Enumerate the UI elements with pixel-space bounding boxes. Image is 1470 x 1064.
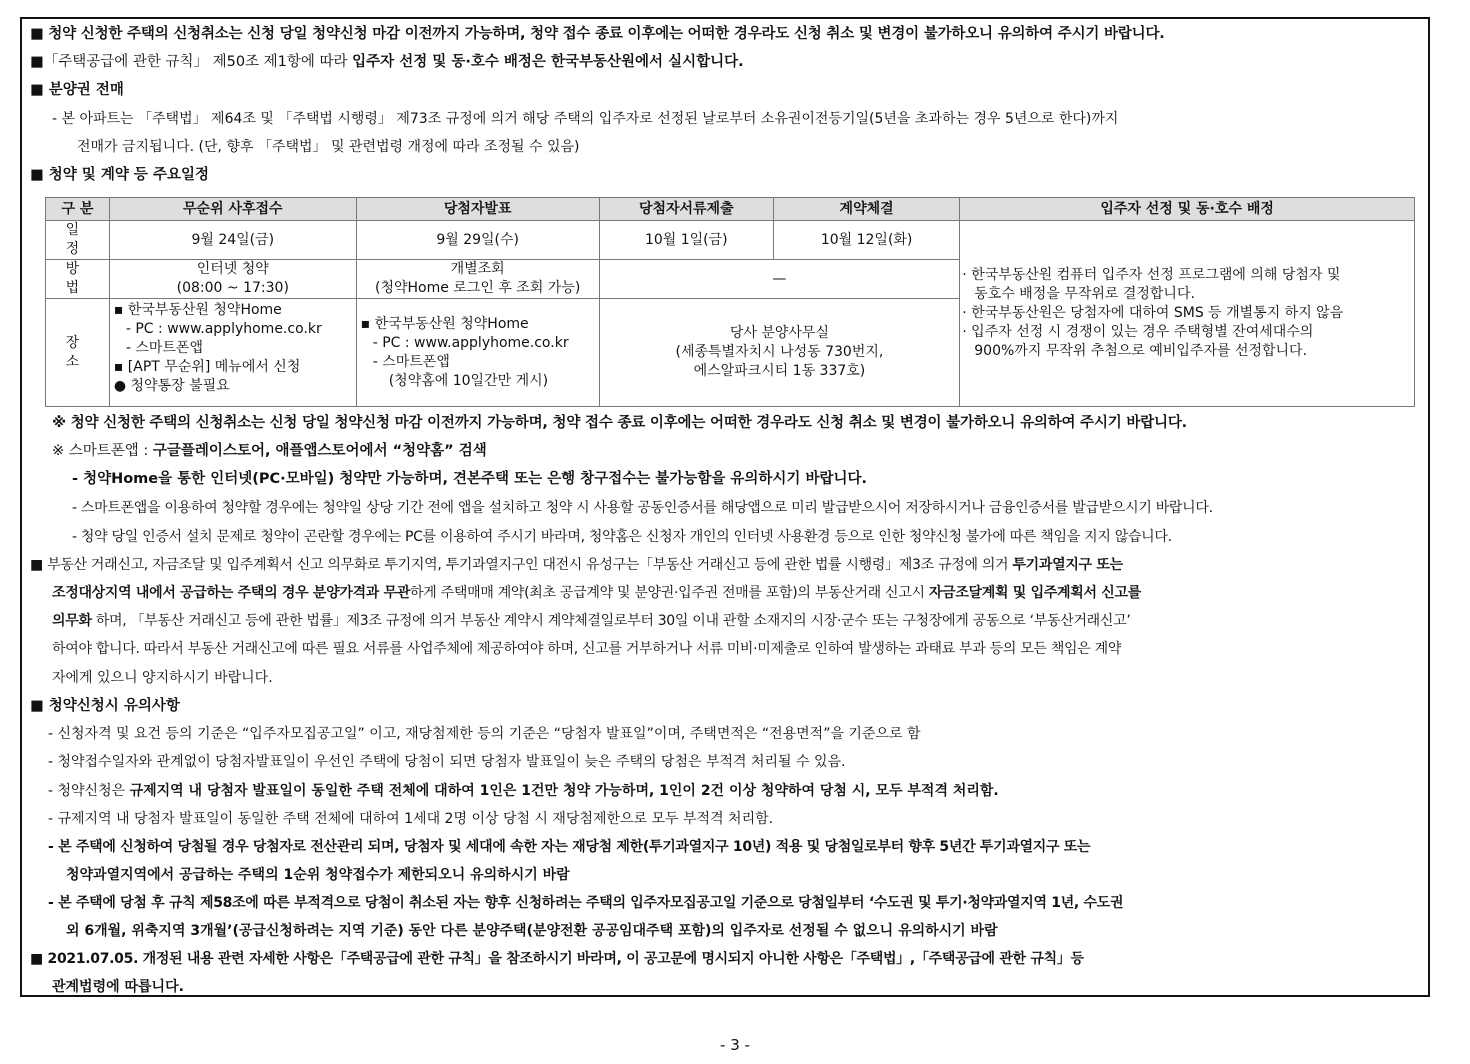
- caution-item: - 청약접수일자와 관계없이 당첨자발표일이 우선인 주택에 당첨이 되면 당첨자 발표일이 늦은 주택의 당첨은 부적격 처리될 수 있음.: [48, 754, 846, 770]
- assignment-cell: [960, 221, 1415, 407]
- assign-line: 900%까지 무작위 추첨으로 예비입주자를 선정합니다.: [974, 343, 1308, 359]
- schedule-contract: 10월 12일(화): [773, 221, 959, 260]
- row-label-place: 장 소: [46, 299, 110, 407]
- realestate-para-3: 의무화 하며, 「부동산 거래신고 등에 관한 법률」제3조 규정에 의거 부동산 계약시 계약체결일로부터 30일 이내 관할 소재지의 시장·군수 또는 구청장에게 공동으로 ‘부동산거래신고’: [52, 613, 1131, 629]
- table-row: [46, 221, 1415, 260]
- realestate-para-2: 조정대상지역 내에서 공급하는 주택의 경우 분양가격과 무관하게 주택매매 계약(최초 공급계약 및 분양권·입주권 전매를 포함)의 부동산거래 신고시 자금조달계획 및 입주계획서 신고를: [52, 585, 1141, 601]
- method-contract: —: [599, 260, 960, 299]
- caution-item: - 본 주택에 당첨 후 규칙 제58조에 따른 부적격으로 당첨이 취소된 자는 향후 신청하려는 주택의 입주자모집공고일 기준으로 당첨일부터 ‘수도권 및 투기·청약과열지역 1년, 수도권: [48, 895, 1124, 911]
- place-office: 당사 분양사무실 (세종특별자치시 나성동 730번지, 에스알파크시티 1동 337호): [599, 299, 960, 407]
- caution-item: - 청약신청은 규제지역 내 당첨자 발표일이 동일한 주택 전체에 대하여 1인은 1건만 청약 가능하며, 1인이 2건 이상 청약하여 당첨 시, 모두 부적격 처리함.: [48, 783, 999, 799]
- smartphone-app-note: ※ 스마트폰앱 : 구글플레이스토어, 애플앱스토어에서 “청약홈” 검색: [52, 443, 487, 459]
- caution-item: - 규제지역 내 당첨자 발표일이 동일한 주택 전체에 대하여 1세대 2명 이상 당첨 시 재당첨제한으로 모두 부적격 처리함.: [48, 811, 774, 827]
- header-application: 무순위 사후접수: [109, 198, 356, 221]
- schedule-announcement: 9월 29일(수): [356, 221, 599, 260]
- assignment-rule: ■「주택공급에 관한 규칙」 제50조 제1항에 따라 입주자 선정 및 동·호수 배정은 한국부동산원에서 실시합니다.: [30, 54, 744, 70]
- header-assignment: 입주자 선정 및 동·호수 배정: [960, 198, 1415, 221]
- caution-item: - 신청자격 및 요건 등의 기준은 “입주자모집공고일” 이고, 재당첨제한 등의 기준은 “당첨자 발표일”이며, 주택면적은 “전용면적”을 기준으로 함: [48, 726, 921, 742]
- assign-line: · 입주자 선정 시 경쟁이 있는 경우 주택형별 잔여세대수의: [962, 324, 1314, 340]
- assign-line: 동호수 배정을 무작위로 결정합니다.: [974, 286, 1195, 302]
- row-label-schedule: 일 정: [46, 221, 110, 260]
- row-label-method: 방 법: [46, 260, 110, 299]
- cancel-notice-repeat: ※ 청약 신청한 주택의 신청취소는 신청 당일 청약신청 마감 이전까지 가능하며, 청약 접수 종료 이후에는 어떠한 경우라도 신청 취소 및 변경이 불가하오니 유의하여 주시기 바랍니다.: [52, 415, 1187, 431]
- resale-heading: ■ 분양권 전매: [30, 82, 124, 98]
- place-application: ▪ 한국부동산원 청약Home - PC : www.applyhome.co.kr - 스마트폰앱 ▪ [APT 무순위] 메뉴에서 신청 ● 청약통장 불필요: [109, 299, 356, 407]
- schedule-documents: 10월 1일(금): [599, 221, 773, 260]
- app-install-note: - 스마트폰앱을 이용하여 청약할 경우에는 청약일 상당 기간 전에 앱을 설치하고 청약 시 사용할 공동인증서를 해당앱으로 미리 발급받으시어 저장하시거나 금융인증서를 발급받으시기 바랍니다.: [72, 500, 1213, 516]
- internet-only-note: - 청약Home을 통한 인터넷(PC·모바일) 청약만 가능하며, 견본주택 또는 은행 창구접수는 불가능함을 유의하시기 바랍니다.: [72, 471, 867, 487]
- header-category: 구 분: [46, 198, 110, 221]
- schedule-application: 9월 24일(금): [109, 221, 356, 260]
- assign-line: · 한국부동산원 컴퓨터 입주자 선정 프로그램에 의해 당첨자 및: [962, 267, 1341, 283]
- caution-item-cont: 외 6개월, 위축지역 3개월’(공급신청하려는 지역 기준) 동안 다른 분양주택(분양전환 공공임대주택 포함)의 입주자로 선정될 수 없으니 유의하시기 바람: [66, 923, 998, 939]
- header-winner-announcement: 당첨자발표: [356, 198, 599, 221]
- header-document-submission: 당첨자서류제출: [599, 198, 773, 221]
- method-application: 인터넷 청약 (08:00 ~ 17:30): [109, 260, 356, 299]
- resale-text-1: - 본 아파트는 「주택법」 제64조 및 「주택법 시행령」 제73조 규정에 의거 해당 주택의 입주자로 선정된 날로부터 소유권이전등기일(5년을 초과하는 경우 5년으로 한다)까지: [52, 111, 1119, 127]
- header-contract: 계약체결: [773, 198, 959, 221]
- resale-text-2: 전매가 금지됩니다. (단, 향후 「주택법」 및 관련법령 개정에 따라 조정될 수 있음): [77, 139, 580, 155]
- caution-item: - 본 주택에 신청하여 당첨될 경우 당첨자로 전산관리 되며, 당첨자 및 세대에 속한 자는 재당첨 제한(투기과열지구 10년) 적용 및 당첨일로부터 향후 5년간 투기과열지구 또는: [48, 839, 1091, 855]
- revision-note: ■ 2021.07.05. 개정된 내용 관련 자세한 사항은「주택공급에 관한 규칙」을 참조하시기 바라며, 이 공고문에 명시되지 아니한 사항은「주택법」,「주택공급에 관한 규칙」등: [30, 951, 1084, 967]
- page-number: - 3 -: [720, 1036, 750, 1054]
- method-announcement: 개별조회 (청약Home 로그인 후 조회 가능): [356, 260, 599, 299]
- certificate-note: - 청약 당일 인증서 설치 문제로 청약이 곤란할 경우에는 PC를 이용하여 주시기 바라며, 청약홈은 신청자 개인의 인터넷 사용환경 등으로 인한 청약신청 불가에 따른 책임을 지지 않습니다.: [72, 529, 1172, 545]
- cancel-notice: ■ 청약 신청한 주택의 신청취소는 신청 당일 청약신청 마감 이전까지 가능하며, 청약 접수 종료 이후에는 어떠한 경우라도 신청 취소 및 변경이 불가하오니 유의하여 주시기 바랍니다.: [30, 26, 1165, 42]
- realestate-para-5: 자에게 있으니 양지하시기 바랍니다.: [52, 670, 273, 686]
- revision-note-cont: 관계법령에 따릅니다.: [52, 979, 184, 995]
- caution-item-cont: 청약과열지역에서 공급하는 주택의 1순위 청약접수가 제한되오니 유의하시기 바람: [66, 867, 570, 883]
- assign-line: · 한국부동산원은 당첨자에 대하여 SMS 등 개별통지 하지 않음: [962, 305, 1344, 321]
- place-announcement: ▪ 한국부동산원 청약Home - PC : www.applyhome.co.kr - 스마트폰앱 (청약홈에 10일간만 게시): [356, 299, 599, 407]
- schedule-table: [45, 197, 1415, 407]
- realestate-para-4: 하여야 합니다. 따라서 부동산 거래신고에 따른 필요 서류를 사업주체에 제공하여야 하며, 신고를 거부하거나 서류 미비·미제출로 인하여 발생하는 과태료 부과 등의 모든 책임은 계약: [52, 641, 1122, 657]
- table-header-row: [46, 198, 1415, 221]
- cautions-heading: ■ 청약신청시 유의사항: [30, 698, 180, 714]
- realestate-para-1: ■ 부동산 거래신고, 자금조달 및 입주계획서 신고 의무화로 투기지역, 투기과열지구인 대전시 유성구는「부동산 거래신고 등에 관한 법률 시행령」제3조 규정에 의거 투기과열지구 또는: [30, 557, 1123, 573]
- schedule-heading: ■ 청약 및 계약 등 주요일정: [30, 167, 210, 183]
